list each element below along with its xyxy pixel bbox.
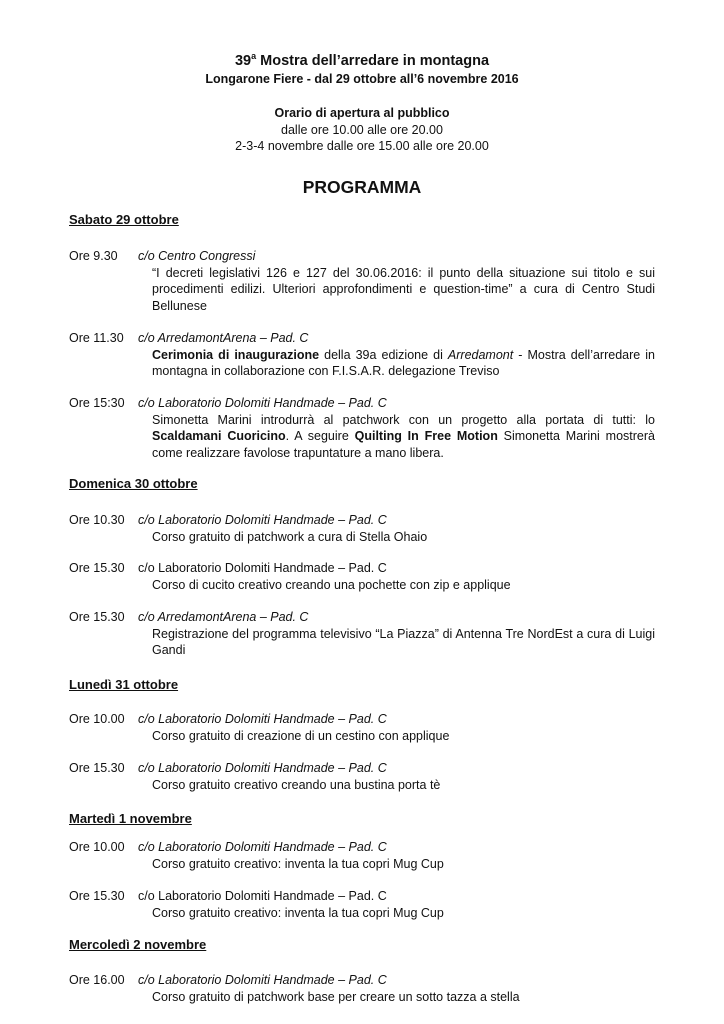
- event-description: Registrazione del programma televisivo “La Piazza” di Antenna Tre NordEst a cura di Luigi Gandi: [152, 626, 655, 657]
- event-description: Corso gratuito creativo creando una bustina porta tè: [152, 777, 441, 792]
- event-description: Corso gratuito di patchwork a cura di Stella Ohaio: [152, 529, 428, 544]
- event-location: c/o ArredamontArena – Pad. C: [138, 331, 309, 345]
- event: [69, 395, 655, 461]
- event-location: c/o Laboratorio Dolomiti Handmade – Pad. C: [138, 840, 387, 854]
- document-title: [0, 52, 724, 71]
- event-description: Corso gratuito di patchwork base per creare un sotto tazza a stella: [152, 989, 520, 1004]
- event-location: c/o Laboratorio Dolomiti Handmade – Pad. C: [138, 396, 387, 410]
- event: [69, 711, 655, 744]
- event-description: Corso gratuito di creazione di un cestino con applique: [152, 728, 450, 743]
- opening-hours: [0, 105, 724, 155]
- event-time: Ore 9.30: [69, 249, 118, 263]
- event-description: “I decreti legislativi 126 e 127 del 30.06.2016: il punto della situazione sui titolo e sui procedimenti edilizi. Ulteriori approfondimenti e question-time” a cura di Centro Studi Bellunese: [152, 265, 655, 313]
- event-time: Ore 16.00: [69, 973, 125, 987]
- event-description: Corso di cucito creativo creando una pochette con zip e applique: [152, 577, 511, 592]
- event: [69, 972, 655, 1005]
- event-text: . A seguire: [285, 429, 355, 443]
- event-description: [138, 412, 655, 462]
- opening-hours-title: Orario di apertura al pubblico: [274, 106, 450, 120]
- event-time: Ore 15.30: [69, 610, 125, 624]
- document-header: [0, 52, 724, 155]
- title-text: Mostra dell’arredare in montagna: [256, 53, 490, 69]
- day-heading: Mercoledì 2 novembre: [69, 937, 207, 952]
- event: [69, 609, 655, 659]
- event: [69, 330, 655, 380]
- event-highlight: Quilting In Free Motion: [354, 429, 498, 443]
- event-text: - Mostra dell’arredare in montagna in collaborazione con F.I.S.A.R. delegazione Treviso: [152, 347, 655, 378]
- title-superscript: a: [251, 51, 257, 62]
- event-time: Ore 10.00: [69, 840, 125, 854]
- event-location: c/o ArredamontArena – Pad. C: [138, 610, 309, 624]
- opening-hours-line: dalle ore 10.00 alle ore 20.00: [281, 122, 443, 137]
- event-text: della 39a edizione di: [319, 347, 448, 362]
- day-heading: Sabato 29 ottobre: [69, 212, 179, 227]
- event-location: c/o Laboratorio Dolomiti Handmade – Pad. C: [138, 513, 387, 527]
- event: [69, 560, 655, 593]
- event-time: Ore 15.30: [69, 761, 125, 775]
- event-time: Ore 15.30: [69, 889, 125, 903]
- day-heading: Lunedì 31 ottobre: [69, 677, 179, 692]
- event-text: Simonetta Marini mostrerà come realizzare favolose trapuntature a mano libera.: [152, 429, 655, 460]
- event-time: Ore 10.00: [69, 712, 125, 726]
- event: [69, 512, 655, 545]
- event: [69, 760, 655, 793]
- event-location: c/o Laboratorio Dolomiti Handmade – Pad. C: [138, 973, 387, 987]
- event-time: Ore 10.30: [69, 513, 125, 527]
- day-heading: Domenica 30 ottobre: [69, 476, 198, 491]
- title-number: 39: [234, 53, 252, 69]
- event: [69, 839, 655, 872]
- event: [69, 248, 655, 314]
- day-heading: Martedì 1 novembre: [69, 811, 192, 826]
- document-subtitle: Longarone Fiere - dal 29 ottobre all’6 novembre 2016: [205, 72, 519, 86]
- event-location: c/o Laboratorio Dolomiti Handmade – Pad. C: [138, 761, 387, 775]
- event-location: c/o Laboratorio Dolomiti Handmade – Pad. C: [138, 561, 387, 575]
- event-description: Corso gratuito creativo: inventa la tua copri Mug Cup: [152, 905, 444, 920]
- event-location: c/o Centro Congressi: [138, 249, 256, 263]
- event-description: [138, 347, 655, 380]
- event: [69, 888, 655, 921]
- event-time: Ore 15:30: [69, 396, 125, 410]
- event-location: c/o Laboratorio Dolomiti Handmade – Pad. C: [138, 889, 387, 903]
- event-text: Simonetta Marini introdurrà al patchwork con un progetto alla portata di tutti: lo: [152, 412, 655, 427]
- event-highlight: Cerimonia di inaugurazione: [152, 347, 320, 362]
- event-emphasis: Arredamont: [447, 347, 514, 362]
- event-description: Corso gratuito creativo: inventa la tua copri Mug Cup: [152, 856, 444, 871]
- opening-hours-line: 2-3-4 novembre dalle ore 15.00 alle ore 20.00: [235, 139, 489, 153]
- programma-heading: PROGRAMMA: [302, 177, 422, 197]
- event-time: Ore 15.30: [69, 561, 125, 575]
- event-highlight: Scaldamani Cuoricino: [152, 429, 286, 443]
- event-time: Ore 11.30: [69, 331, 124, 345]
- event-location: c/o Laboratorio Dolomiti Handmade – Pad. C: [138, 712, 387, 726]
